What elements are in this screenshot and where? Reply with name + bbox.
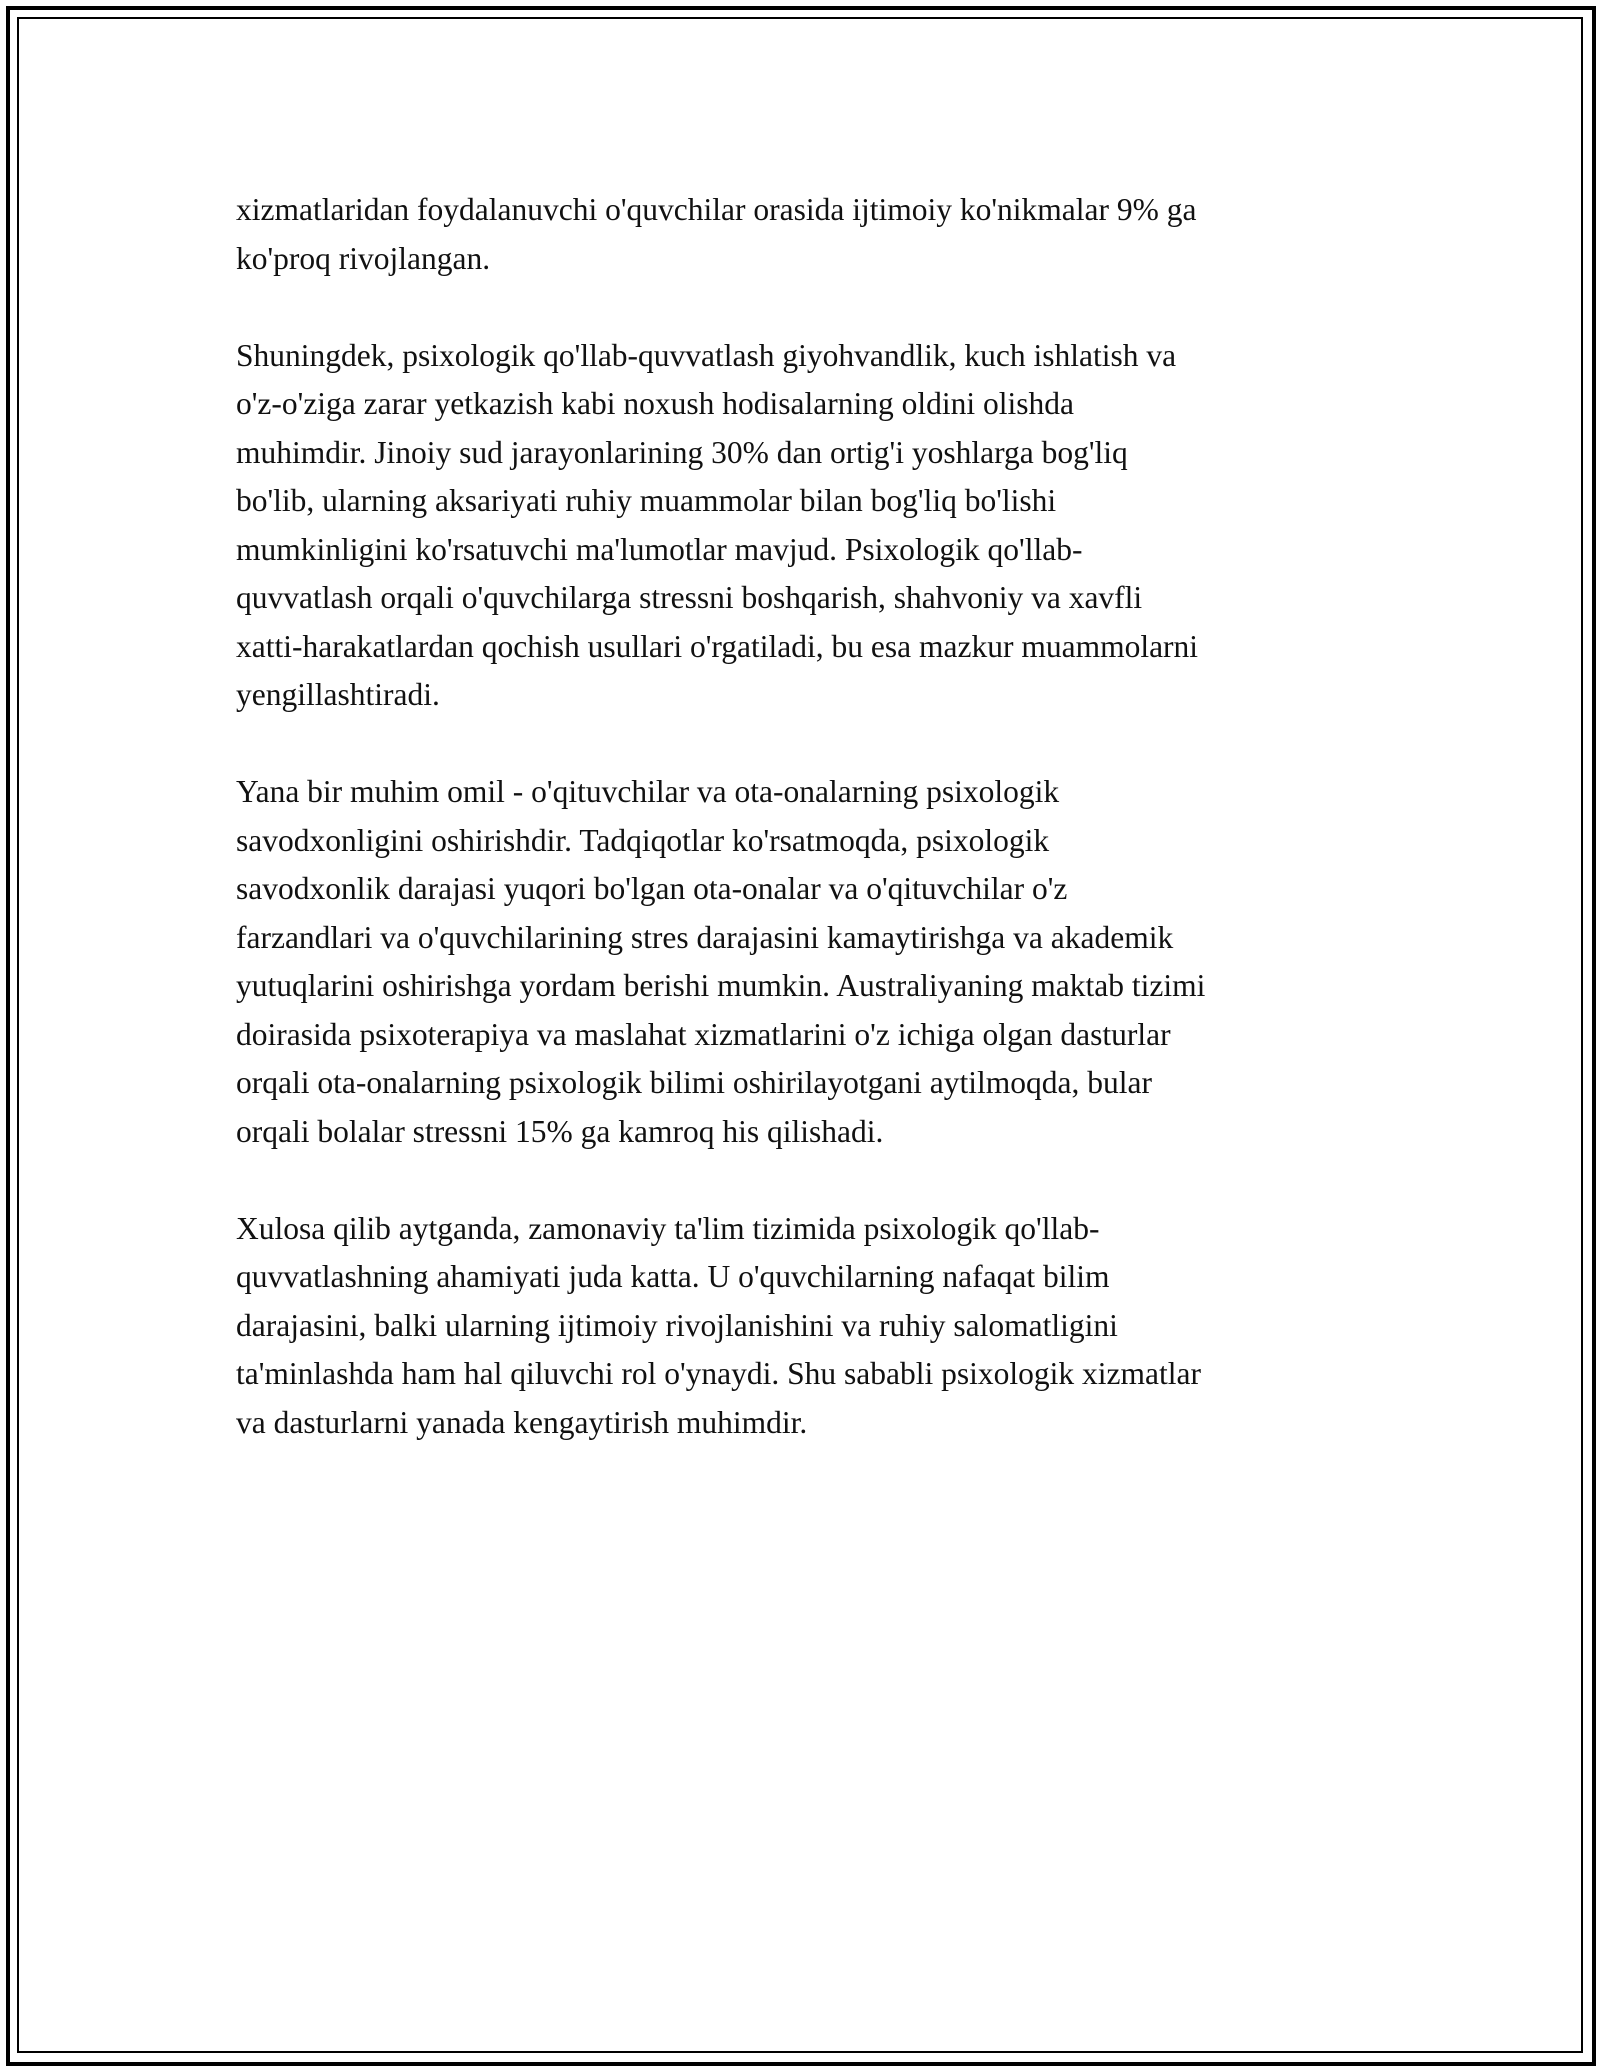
paragraph-social-skills: xizmatlaridan foydalanuvchi o'quvchilar orasida ijtimoiy ko'nikmalar 9% ga ko'proq rivojlangan.	[236, 192, 1197, 276]
paragraph-prevention: Shuningdek, psixologik qo'llab-quvvatlash giyohvandlik, kuch ishlatish va o'z-o'ziga zarar yetkazish kabi noxush hodisalarning oldini olishda muhimdir. Jinoiy sud jarayonlarining 30% dan ortig'i yoshlarga bog'liq bo'lib, ularning aksariyati ruhiy muammolar bilan bog'liq bo'lishi mumkinligini ko'rsatuvchi ma'lumotlar mavjud. Psixologik qo'llab- quvvatlash orqali o'quvchilarga stressni boshqarish, shahvoniy va xavfli xatti-harakatlardan qochish usullari o'rgatiladi, bu esa mazkur muammolarni yengillashtiradi.	[236, 337, 1199, 712]
paragraph-literacy: Yana bir muhim omil - o'qituvchilar va ota-onalarning psixologik savodxonligini oshirishdir. Tadqiqotlar ko'rsatmoqda, psixologik savodxonlik darajasi yuqori bo'lgan ota-onalar va o'qituvchilar o'z farzandlari va o'quvchilarining stres darajasini kamaytirishga va akademik yutuqlarini oshirishga yordam berishi mumkin. Australiyaning maktab tizimi doirasida psixoterapiya va maslahat xizmatlarini o'z ichiga olgan dasturlar orqali ota-onalarning psixologik bilimi oshirilayotgani aytilmoqda, bular orqali bolalar stressni 15% ga kamroq his qilishadi.	[236, 774, 1206, 1149]
paragraph-conclusion: Xulosa qilib aytganda, zamonaviy ta'lim tizimida psixologik qo'llab- quvvatlashning ahamiyati juda katta. U o'quvchilarning nafaqat bilim darajasini, balki ularning ijtimoiy rivojlanishini va ruhiy salomatligini ta'minlashda ham hal qiluvchi rol o'ynaydi. Shu sababli psixologik xizmatlar va dasturlarni yanada kengaytirish muhimdir.	[236, 1210, 1201, 1440]
document-body	[236, 186, 1386, 1496]
